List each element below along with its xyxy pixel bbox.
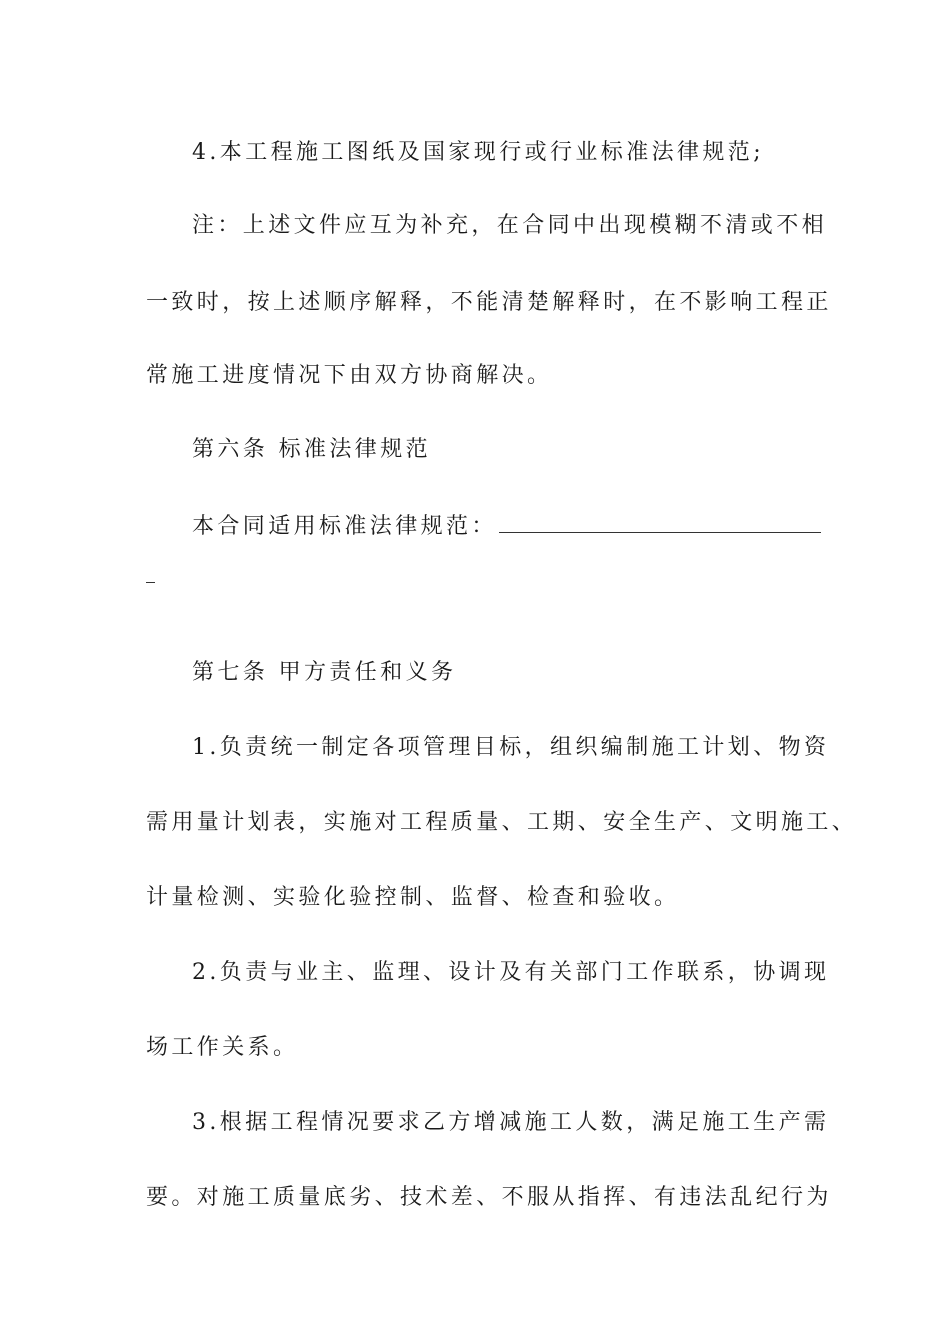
note-line-3: 常施工进度情况下由双方协商解决。: [146, 363, 553, 388]
article-6-body: [192, 510, 872, 542]
item-1-line-2: 需用量计划表，实施对工程质量、工期、安全生产、文明施工、: [146, 810, 858, 835]
article-7-title: 第七条 甲方责任和义务: [192, 660, 457, 685]
article-6-title: 第六条 标准法律规范: [192, 437, 431, 462]
item-1-line-1: 1.负责统一制定各项管理目标，组织编制施工计划、物资: [192, 735, 830, 760]
paragraph-item-4: 4.本工程施工图纸及国家现行或行业标准法律规范;: [192, 140, 765, 165]
item-2-line-2: 场工作关系。: [146, 1035, 299, 1060]
blank-line-continuation: [146, 582, 155, 583]
article-6-body-text: 本合同适用标准法律规范：: [192, 514, 497, 539]
item-3-line-1: 3.根据工程情况要求乙方增减施工人数，满足施工生产需: [192, 1110, 830, 1135]
item-3-line-2: 要。对施工质量底劣、技术差、不服从指挥、有违法乱纪行为: [146, 1185, 832, 1210]
fill-in-blank-line: [499, 510, 821, 533]
note-line-2: 一致时，按上述顺序解释，不能清楚解释时，在不影响工程正: [146, 290, 832, 315]
item-2-line-1: 2.负责与业主、监理、设计及有关部门工作联系，协调现: [192, 960, 830, 985]
item-1-line-3: 计量检测、实验化验控制、监督、检查和验收。: [146, 885, 680, 910]
note-line-1: 注：上述文件应互为补充，在合同中出现模糊不清或不相: [192, 213, 828, 238]
